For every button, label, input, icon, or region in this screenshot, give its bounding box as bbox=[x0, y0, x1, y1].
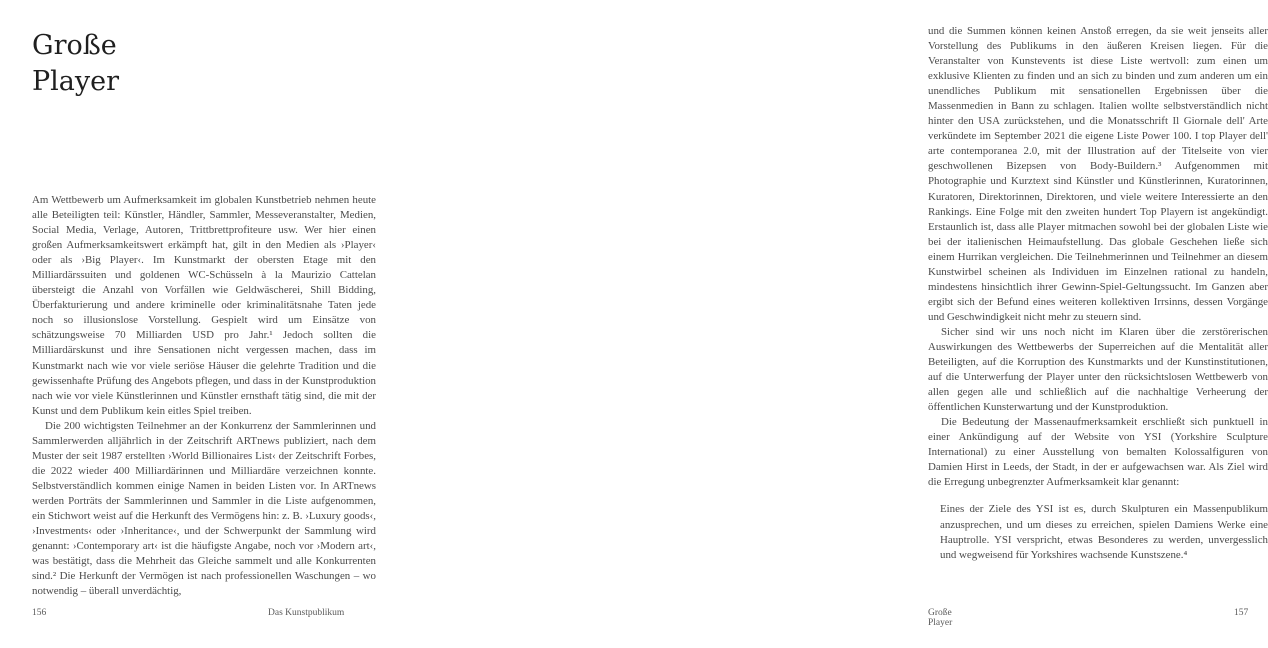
body-paragraph: Die Bedeutung der Massenaufmerksamkeit erschließt sich punktuell in einer Ankündigung auf der Website von YSI (Yorkshire Sculpture International) zu einer Ausstellung von bemalten Kolossalfiguren von Damien Hirst in Leeds, der Stadt, in der er aufgewachsen war. Als Ziel wird die Erregung unbegrenzter Aufmerksamkeit klar genannt: bbox=[928, 416, 1268, 489]
body-paragraph: Am Wettbewerb um Aufmerksamkeit im globalen Kunstbetrieb nehmen heute alle Beteiligten teil: Künstler, Händler, Sammler, Messeveranstalter, Medien, Social Media, Verlage, Autoren, Trittbrettprofiteure usw. Wer hier einen großen Aufmerksamkeitswert erkämpft hat, gilt in den Medien als ›Player‹ oder als ›Big Player‹. Im Kunstmarkt der obersten Etage mit den Milliardärssuiten und goldenen WC-Schüsseln à la Maurizio Cattelan übersteigt die Anzahl von Vorfällen wie Geldwäscherei, Shill Bidding, Überfakturierung und andere kriminelle oder kriminalitätsnahe Taten jede noch so illusionslose Vorstellung. Gespielt wird um Einsätze von schätzungsweise 70 Milliarden USD pro Jahr.¹ Jedoch sollten die Milliardärskunst und ihre Sensationen nicht vergessen machen, dass im Kunstmarkt nach wie vor viele seriöse Häuser die gelehrte Tradition und die gewissenhafte Prüfung des Angebots pflegen, und dass in der Kunstproduktion nach wie vor viele Künstlerinnen und Künstler ernsthaft tätig sind, die mit der Kunst und dem Publikum kein eitles Spiel treiben. bbox=[32, 194, 376, 417]
chapter-title bbox=[32, 28, 119, 100]
body-paragraph: Die 200 wichtigsten Teilnehmer an der Konkurrenz der Sammlerinnen und Sammlerwerden alljährlich in der Zeitschrift ARTnews publiziert, nach dem Muster der seit 1987 erstellten ›World Billionaires List‹ der Zeitschrift Forbes, die 2022 wieder 400 Milliardärinnen und Milliardäre verzeichnen konnte. Selbstverständlich kommen einige Namen in beiden Listen vor. In ARTnews werden Porträts der Sammlerinnen und Sammler in die Liste aufgenommen, ein Stichwort weist auf die Herkunft des Vermögens hin: z. B. ›Luxury goods‹, ›Investments‹ oder ›Inheritance‹, und der Schwerpunkt der Sammlung wird genannt: ›Contemporary art‹ ist die häufigste Angabe, noch vor ›Modern art‹, was bestätigt, dass die Mehrheit das Gleiche sammelt und alle Konkurrenten sind.² Die Herkunft der Vermögen ist nach professionellen Waschungen – wo notwendig – überall unverdächtig, bbox=[32, 419, 376, 598]
page-number-right: 157 bbox=[1234, 608, 1249, 618]
right-page-body bbox=[928, 24, 1268, 563]
running-head-left: Das Kunstpublikum bbox=[268, 608, 345, 618]
chapter-title-line-2: Player bbox=[32, 66, 120, 97]
body-paragraph: und die Summen können keinen Anstoß erregen, da sie weit jenseits aller Vorstellung des Publikums in den äußeren Kreisen liegen. Für die Veranstalter von Kunstevents ist diese Liste wertvoll: zum einen um exklusive Klienten zu finden und an sich zu binden und zum anderen um ein unendliches Publikum mit sensationellen Ergebnissen über die Massenmedien in Bann zu schlagen. Italien wollte selbstverständlich nicht hinter den USA zurückstehen, und die Monatsschrift Il Giornale dell' Arte verkündete im September 2021 die eigene Liste Power 100. I top Player dell' arte contemporanea 2.0, mit der Illustration auf der Titelseite von vier geschwollenen Bizepsen von Body-Buildern.³ Aufgenommen mit Photographie und Kurztext sind Künstler und Künstlerinnen, Kuratorinnen, Kuratoren, Direktorinnen, Direktoren, und viele weitere Interessierte an den Rankings. Eine Folge mit den zweiten hundert Top Playern ist angekündigt. Erstaunlich ist, dass alle Player mitmachen sowohl bei der globalen Liste wie bei der italienischen Heimaufstellung. Das globale Geschehen ließe sich einem Hurrikan vergleichen. Die Teilnehmerinnen und Teilnehmer an diesem Kunstwirbel scheinen als Individuen im Einzelnen rational zu handeln, mindestens hinsichtlich ihrer Gewinn-Spiel-Geltungssucht. Im Ganzen aber ergibt sich der Befund eines weiteren kollektiven Irrsinns, dessen Vorgänge und Geschwindigkeit nicht mehr zu steuern sind. bbox=[928, 25, 1268, 323]
left-page bbox=[0, 0, 432, 648]
block-quote: Eines der Ziele des YSI ist es, durch Skulpturen ein Massenpublikum anzusprechen, und um dieses zu erreichen, spielen Damiens Werke eine Hauptrolle. YSI verspricht, etwas Besonderes zu werden, unvergesslich und wegweisend für Yorkshires wachsende Kunstszene.⁴ bbox=[940, 503, 1268, 561]
left-page-body bbox=[32, 193, 376, 599]
right-page bbox=[432, 0, 1268, 648]
body-paragraph: Sicher sind wir uns noch nicht im Klaren über die zerstörerischen Auswirkungen des Wettbewerbs der Superreichen auf die Mentalität aller Beteiligten, auf die Korruption des Kunstmarkts und der Kunstinstitutionen, auf die Unterwerfung der Player unter den rücksichtslosen Wettbewerb von allen gegen alle und schließlich auf die nachhaltige Verheerung der öffentlichen Kunsterwartung und der Kunstproduktion. bbox=[928, 325, 1268, 414]
page-number-left: 156 bbox=[32, 608, 47, 618]
running-head-right: Große Player bbox=[928, 608, 953, 628]
chapter-title-line-1: Große bbox=[32, 30, 117, 61]
